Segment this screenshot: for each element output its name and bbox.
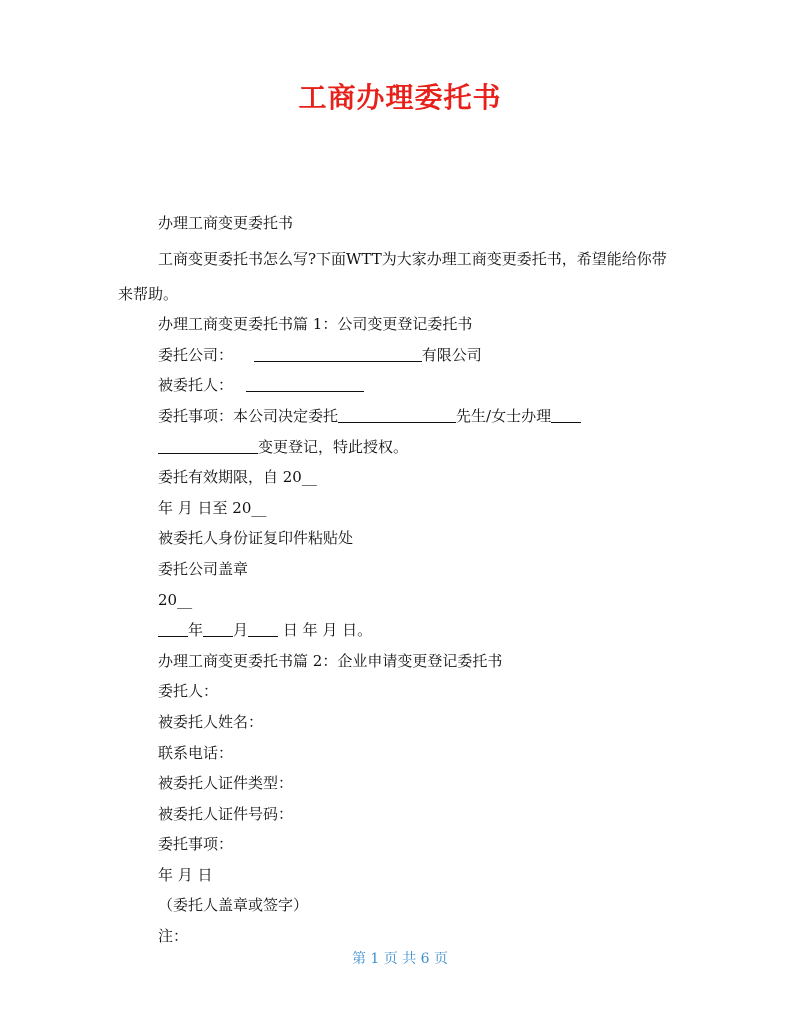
trustee-label: 被委托人： — [158, 376, 234, 395]
blank-underline — [158, 621, 188, 637]
blank-underline — [254, 346, 422, 362]
change-registration-text: 变更登记，特此授权。 — [258, 437, 409, 456]
section-heading: 办理工商变更委托书 — [158, 214, 294, 232]
note-label: 注： — [158, 927, 189, 946]
id-copy-paste-area: 被委托人身份证复印件粘贴处 — [158, 529, 354, 548]
blank-underline — [248, 621, 278, 637]
page-number-footer: 第 1 页 共 6 页 — [351, 951, 449, 967]
trustee-name-field: 被委托人姓名： — [158, 712, 264, 731]
article-2-heading: 办理工商变更委托书篇 2：企业申请变更登记委托书 — [158, 651, 503, 670]
validity-period-line: 委托有效期限，自 20__ — [158, 468, 317, 487]
entrusting-company-label: 委托公司： — [158, 345, 234, 364]
blank-underline — [338, 407, 456, 423]
change-registration-line — [118, 432, 688, 463]
blank-underline — [203, 621, 233, 637]
entrust-matter-line — [118, 401, 688, 432]
intro-paragraph-continuation: 来帮助。 — [118, 284, 179, 303]
intro-paragraph-line: 工商变更委托书怎么写?下面WTT为大家办理工商变更委托书，希望能给你带 — [158, 249, 667, 268]
trustee-line — [118, 370, 688, 401]
year-label: 年 — [188, 621, 204, 640]
day-date-text: 日 年 月 日。 — [282, 621, 373, 640]
month-label: 月 — [233, 621, 249, 640]
document-title: 工商办理委托书 — [298, 81, 502, 114]
date-field: 年 月 日 — [158, 865, 213, 884]
phone-field: 联系电话： — [158, 743, 234, 762]
blank-underline — [246, 376, 364, 392]
entrust-matter-field: 委托事项： — [158, 835, 234, 854]
trustee-id-type-field: 被委托人证件类型： — [158, 774, 294, 793]
mr-ms-text: 先生/女士办理 — [456, 406, 552, 425]
seal-or-signature-note: （委托人盖章或签字） — [158, 896, 309, 915]
entrust-matter-text: 委托事项：本公司决定委托 — [158, 406, 339, 425]
trustee-id-number-field: 被委托人证件号码： — [158, 804, 294, 823]
year-prefix-line: 20__ — [158, 590, 193, 609]
company-seal-line: 委托公司盖章 — [158, 559, 249, 578]
company-suffix: 有限公司 — [421, 345, 482, 364]
entrusting-company-line — [118, 340, 688, 371]
document-body — [118, 208, 688, 952]
signature-date-line — [118, 615, 688, 646]
blank-underline — [158, 438, 258, 454]
principal-field: 委托人： — [158, 682, 219, 701]
article-1-heading: 办理工商变更委托书篇 1：公司变更登记委托书 — [158, 315, 473, 334]
date-range-line: 年 月 日至 20__ — [158, 498, 267, 517]
blank-underline — [551, 407, 581, 423]
